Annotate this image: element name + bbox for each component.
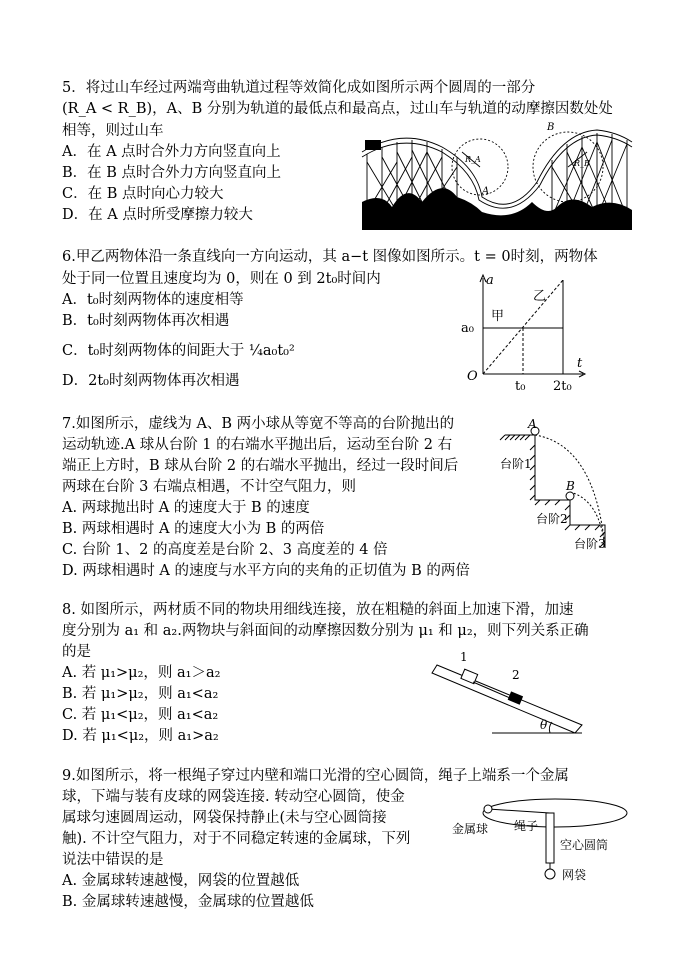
q9-ball-label: 金属球 [452,822,489,836]
q6-label-2t0: 2t₀ [553,379,572,394]
q8-option-b: B. 若 μ₁>μ₂，则 a₁<a₂ [62,686,219,702]
q6-option-c: C．t₀时刻两物体的间距大于 ¼a₀t₀² [62,343,295,359]
q7-label-b: B [566,479,575,493]
q5-fig-label-a: A [482,186,490,197]
q5-option-c: C．在 B 点时向心力较大 [62,186,224,202]
q6-a-t-graph [455,272,590,397]
q9-option-b: B. 金属球转速越慢，金属球的位置越低 [62,894,314,910]
q7-stem-line4: 两球在台阶 3 右端点相遇，不计空气阻力，则 [62,479,356,495]
q5-option-b: B．在 B 点时合外力方向竖直向上 [62,165,282,181]
q8-block2-label: 2 [512,668,520,682]
q6-origin: O [467,369,478,384]
q8-incline-figure [432,645,592,735]
q9-stem-line4: 触). 不计空气阻力，对于不同稳定转速的金属球，下列 [62,831,411,847]
q8-stem-line2: 度分别为 a₁ 和 a₂.两物块与斜面间的动摩擦因数分别为 μ₁ 和 μ₂，则下列关系正确 [62,623,589,639]
q8-option-d: D. 若 μ₁<μ₂，则 a₁>a₂ [62,728,219,744]
q7-steps-figure [500,417,630,555]
q7-stem-line1: 7.如图所示，虚线为 A、B 两小球从等宽不等高的台阶抛出的 [62,416,455,432]
q7-option-b: B. 两球相遇时 A 的速度大小为 B 的两倍 [62,521,325,537]
q5-stem-line3: 相等，则过山车 [62,123,164,139]
q8-stem-line1: 8. 如图所示，两材质不同的物块用细线连接，放在粗糙的斜面上加速下滑，加速 [62,602,574,618]
q6-axis-t: t [577,356,583,371]
q6-option-d: D．2t₀时刻两物体再次相遇 [62,373,240,389]
q7-option-d: D. 两球相遇时 A 的速度与水平方向的夹角的正切值为 B 的两倍 [62,563,470,579]
q9-stem-line1: 9.如图所示，将一根绳子穿过内壁和端口光滑的空心圆筒，绳子上端系一个金属 [62,768,569,784]
q8-option-c: C. 若 μ₁<μ₂，则 a₁<a₂ [62,707,219,723]
q7-step1: 台阶1 [500,457,532,471]
q8-block1-label: 1 [460,650,468,664]
q6-label-t0: t₀ [515,379,526,394]
q8-angle-label: θ [540,718,548,732]
q9-rope-label: 绳子 [514,819,539,833]
q5-stem-line2: (R_A < R_B)，A、B 分别为轨道的最低点和最高点，过山车与轨道的动摩擦因数处处 [62,101,613,117]
q7-step2: 台阶2 [536,512,568,526]
q6-label-a0: a₀ [461,321,474,336]
q9-tube-label: 空心圆筒 [560,838,609,852]
q6-axis-a: a [486,273,494,288]
q7-step3: 台阶3 [574,537,606,551]
q8-stem-line3: 的是 [62,644,91,660]
q9-stem-line5: 说法中错误的是 [62,852,164,868]
q9-tube-figure [450,795,630,885]
q9-stem-line3: 属球匀速圆周运动，网袋保持静止(未与空心圆筒接 [62,810,387,826]
q9-bag-label: 网袋 [562,868,587,882]
q7-label-a: A [528,417,537,431]
q5-option-a: A．在 A 点时合外力方向竖直向上 [62,144,281,160]
q5-option-d: D．在 A 点时所受摩擦力较大 [62,207,253,223]
q9-stem-line2: 球，下端与装有皮球的网袋连接. 转动空心圆筒，使金 [62,789,405,805]
roller-coaster-figure [362,122,632,230]
q5-fig-label-ra: R_A [465,155,481,164]
q6-stem-line1: 6.甲乙两物体沿一条直线向一方向运动，其 a−t 图像如图所示。t = 0时刻，两物体 [62,249,598,265]
q8-option-a: A. 若 μ₁>μ₂，则 a₁＞a₂ [62,665,221,681]
q5-fig-label-b: B [547,122,555,133]
q5-stem-line1: 5．将过山车经过两端弯曲轨道过程等效简化成如图所示两个圆周的一部分 [62,80,536,96]
q7-stem-line3: 端正上方时，B 球从台阶 2 的右端水平抛出，经过一段时间后 [62,458,459,474]
q5-fig-label-rb: R_B [574,159,590,168]
q6-option-a: A．t₀时刻两物体的速度相等 [62,292,244,308]
q7-stem-line2: 运动轨迹.A 球从台阶 1 的右端水平抛出后，运动至台阶 2 右 [62,437,453,453]
q6-stem-line2: 处于同一位置且速度均为 0，则在 0 到 2t₀时间内 [62,271,381,287]
q9-option-a: A. 金属球转速越慢，网袋的位置越低 [62,873,300,889]
q6-label-yi: 乙 [533,289,547,304]
q7-option-c: C. 台阶 1、2 的高度差是台阶 2、3 高度差的 4 倍 [62,542,388,558]
q7-option-a: A. 两球抛出时 A 的速度大于 B 的速度 [62,500,310,516]
q6-option-b: B．t₀时刻两物体再次相遇 [62,313,230,329]
q6-label-jia: 甲 [491,309,505,324]
